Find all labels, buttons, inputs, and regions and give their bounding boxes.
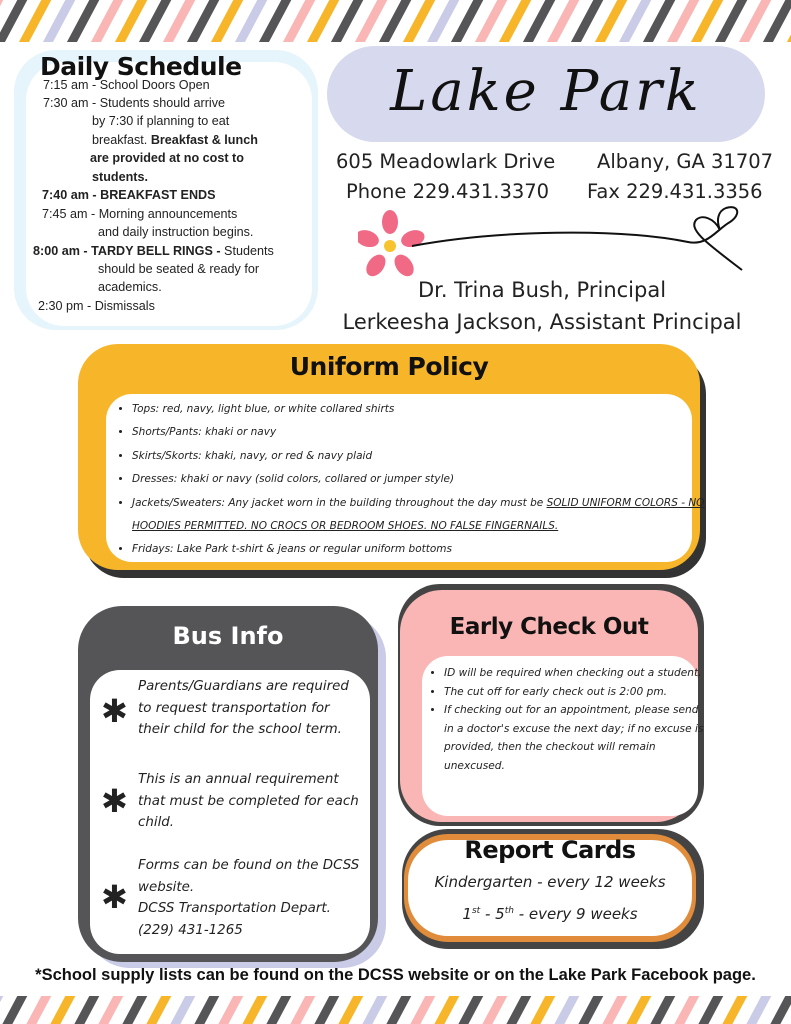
bottom-stripe-border: [0, 996, 791, 1024]
bus-info-paragraph: This is an annual requirement that must be completed for each child.: [138, 772, 359, 830]
bus-info-title: Bus Info: [172, 622, 284, 650]
school-city: Albany, GA 31707: [597, 150, 774, 173]
schedule-text: Students: [220, 244, 274, 258]
flower-heart-decoration: [358, 200, 748, 280]
bus-info-paragraph: Parents/Guardians are required to request transportation for their child for the school term.: [138, 679, 349, 737]
list-item: • Fridays: Lake Park t-shirt & jeans or regular uniform bottoms: [132, 538, 706, 561]
schedule-text: breakfast.: [92, 133, 151, 147]
uniform-policy-list: [112, 398, 706, 562]
report-cards-title: Report Cards: [464, 836, 636, 864]
report-cards-kindergarten: Kindergarten - every 12 weeks: [434, 873, 666, 891]
schedule-line: 7:15 am - School Doors Open: [43, 78, 210, 92]
school-name: Lake Park: [390, 59, 702, 124]
schedule-line: [33, 242, 274, 260]
list-item: • Shorts/Pants: khaki or navy: [132, 421, 706, 444]
bus-info-paragraph: [138, 855, 363, 941]
list-item: • Tops: red, navy, light blue, or white collared shirts: [132, 398, 706, 421]
report-cards-sup: st: [471, 906, 481, 916]
schedule-line: should be seated & ready for: [98, 262, 260, 276]
asterisk-icon: ✱: [101, 878, 128, 916]
schedule-line: 2:30 pm - Dismissals: [38, 299, 155, 313]
schedule-line: by 7:30 if planning to eat: [92, 114, 230, 128]
bus-department-text: DCSS Transportation Depart.: [138, 901, 331, 916]
list-item: [132, 492, 706, 539]
list-item: • Skirts/Skorts: khaki, navy, or red & navy plaid: [132, 445, 706, 468]
top-stripe-border: [0, 0, 791, 42]
asterisk-icon: ✱: [101, 782, 128, 820]
uniform-policy-title: Uniform Policy: [289, 352, 489, 381]
asterisk-icon: ✱: [101, 692, 128, 730]
schedule-line: 7:45 am - Morning announcements: [42, 207, 238, 221]
principal-name: Dr. Trina Bush, Principal: [417, 278, 667, 302]
list-item: • Dresses: khaki or navy (solid colors, collared or jumper style): [132, 468, 706, 491]
schedule-bold-text: Breakfast & lunch: [150, 133, 258, 147]
schedule-bold-text: 8:00 am - TARDY BELL RINGS -: [33, 244, 221, 258]
assistant-principal-name: Lerkeesha Jackson, Assistant Principal: [342, 310, 742, 334]
report-cards-text: - every 9 weeks: [513, 905, 638, 923]
bus-forms-text: Forms can be found on the DCSS website.: [138, 858, 360, 895]
uniform-jackets-text: Jackets/Sweaters: Any jacket worn in the building throughout the day must be: [132, 496, 547, 509]
heart-swirl-icon: [412, 207, 742, 270]
report-cards-text: - 5: [480, 905, 505, 923]
daily-schedule-title: Daily Schedule: [40, 52, 242, 81]
schedule-line: 7:40 am - BREAKFAST ENDS: [42, 188, 216, 202]
uniform-underlined-rule: SOLID UNIFORM COLORS - NO HOODIES PERMITTED. NO CROCS OR BEDROOM SHOES. NO FALSE FINGERNAILS.: [132, 496, 705, 533]
report-cards-text: 1: [462, 905, 472, 923]
schedule-line: [92, 131, 258, 149]
schedule-line: 7:30 am - Students should arrive: [43, 96, 226, 110]
school-fax: Fax 229.431.3356: [587, 180, 763, 203]
school-address: 605 Meadowlark Drive: [336, 150, 556, 173]
early-checkout-title: Early Check Out: [449, 614, 649, 640]
supply-list-note: *School supply lists can be found on the DCSS website or on the Lake Park Facebook page.: [35, 966, 756, 984]
list-item: • ID will be required when checking out a student.: [444, 664, 706, 683]
list-item: • If checking out for an appointment, please send in a doctor's excuse the next day; if no excuse is provided, then the checkout will remain unexcused.: [444, 701, 706, 775]
list-item: • The cut off for early check out is 2:00 pm.: [444, 683, 706, 702]
schedule-line: students.: [92, 170, 148, 184]
bus-phone-text: (229) 431-1265: [138, 922, 243, 938]
report-cards-sup: th: [504, 906, 514, 916]
schedule-line: academics.: [98, 280, 162, 294]
schedule-line: and daily instruction begins.: [98, 225, 254, 239]
early-checkout-list: [428, 664, 706, 776]
schedule-line: are provided at no cost to: [90, 151, 244, 165]
report-cards-grades: [404, 905, 696, 923]
school-phone: Phone 229.431.3370: [346, 180, 550, 203]
